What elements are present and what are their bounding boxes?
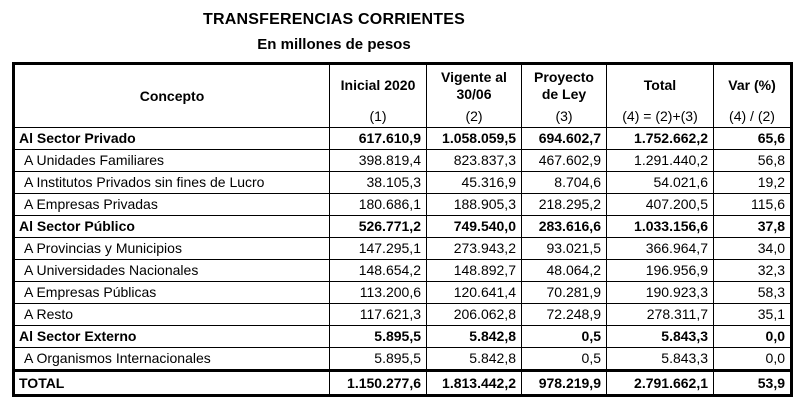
concepto-cell: A Organismos Internacionales bbox=[14, 348, 330, 371]
value-cell: 148.654,2 bbox=[330, 260, 427, 282]
concepto-cell: TOTAL bbox=[14, 371, 330, 396]
table-row bbox=[14, 260, 792, 282]
value-cell: 206.062,8 bbox=[427, 304, 522, 326]
value-cell: 37,8 bbox=[714, 216, 792, 238]
value-cell: 218.295,2 bbox=[522, 194, 607, 216]
value-cell: 366.964,7 bbox=[607, 238, 714, 260]
table-row bbox=[14, 348, 792, 371]
value-cell: 407.200,5 bbox=[607, 194, 714, 216]
value-cell: 34,0 bbox=[714, 238, 792, 260]
value-cell: 45.316,9 bbox=[427, 172, 522, 194]
table-row bbox=[14, 150, 792, 172]
value-cell: 32,3 bbox=[714, 260, 792, 282]
value-cell: 5.842,8 bbox=[427, 348, 522, 371]
value-cell: 38.105,3 bbox=[330, 172, 427, 194]
value-cell: 823.837,3 bbox=[427, 150, 522, 172]
value-cell: 1.033.156,6 bbox=[607, 216, 714, 238]
concepto-cell: A Universidades Nacionales bbox=[14, 260, 330, 282]
value-cell: 1.291.440,2 bbox=[607, 150, 714, 172]
value-cell: 0,5 bbox=[522, 348, 607, 371]
col-header-inicial-2020 bbox=[330, 64, 427, 128]
table-row bbox=[14, 172, 792, 194]
value-cell: 273.943,2 bbox=[427, 238, 522, 260]
value-cell: 749.540,0 bbox=[427, 216, 522, 238]
value-cell: 8.704,6 bbox=[522, 172, 607, 194]
value-cell: 188.905,3 bbox=[427, 194, 522, 216]
value-cell: 56,8 bbox=[714, 150, 792, 172]
value-cell: 147.295,1 bbox=[330, 238, 427, 260]
value-cell: 398.819,4 bbox=[330, 150, 427, 172]
header-code: (2) bbox=[465, 108, 483, 124]
concepto-cell: A Provincias y Municipios bbox=[14, 238, 330, 260]
concepto-cell: Al Sector Externo bbox=[14, 326, 330, 348]
concepto-cell: A Institutos Privados sin fines de Lucro bbox=[14, 172, 330, 194]
col-header-vigente-30-06 bbox=[427, 64, 522, 128]
table-row bbox=[14, 282, 792, 304]
value-cell: 196.956,9 bbox=[607, 260, 714, 282]
header-code: (4) / (2) bbox=[729, 108, 775, 124]
value-cell: 5.895,5 bbox=[330, 326, 427, 348]
value-cell: 93.021,5 bbox=[522, 238, 607, 260]
value-cell: 5.895,5 bbox=[330, 348, 427, 371]
value-cell: 278.311,7 bbox=[607, 304, 714, 326]
header-code: (1) bbox=[369, 108, 387, 124]
title-block bbox=[0, 11, 668, 53]
value-cell: 70.281,9 bbox=[522, 282, 607, 304]
value-cell: 467.602,9 bbox=[522, 150, 607, 172]
concepto-cell: A Unidades Familiares bbox=[14, 150, 330, 172]
value-cell: 58,3 bbox=[714, 282, 792, 304]
concepto-cell: Al Sector Privado bbox=[14, 128, 330, 150]
transfers-table bbox=[12, 62, 793, 397]
table-row bbox=[14, 194, 792, 216]
concepto-cell: A Resto bbox=[14, 304, 330, 326]
header-label: Proyecto de Ley bbox=[534, 69, 594, 102]
value-cell: 190.923,3 bbox=[607, 282, 714, 304]
value-cell: 54.021,6 bbox=[607, 172, 714, 194]
value-cell: 1.058.059,5 bbox=[427, 128, 522, 150]
value-cell: 0,5 bbox=[522, 326, 607, 348]
table-row bbox=[14, 304, 792, 326]
col-header-total bbox=[607, 64, 714, 128]
col-header-proyecto-de-ley bbox=[522, 64, 607, 128]
page-subtitle: En millones de pesos bbox=[257, 36, 411, 53]
table-row bbox=[14, 238, 792, 260]
table-row bbox=[14, 326, 792, 348]
page-title: TRANSFERENCIAS CORRIENTES bbox=[203, 11, 465, 28]
value-cell: 48.064,2 bbox=[522, 260, 607, 282]
value-cell: 72.248,9 bbox=[522, 304, 607, 326]
header-row bbox=[14, 64, 792, 128]
total-row bbox=[14, 371, 792, 396]
value-cell: 526.771,2 bbox=[330, 216, 427, 238]
value-cell: 1.150.277,6 bbox=[330, 371, 427, 396]
value-cell: 148.892,7 bbox=[427, 260, 522, 282]
concepto-cell: A Empresas Públicas bbox=[14, 282, 330, 304]
value-cell: 1.752.662,2 bbox=[607, 128, 714, 150]
value-cell: 115,6 bbox=[714, 194, 792, 216]
table-row bbox=[14, 216, 792, 238]
value-cell: 5.843,3 bbox=[607, 326, 714, 348]
concepto-cell: A Empresas Privadas bbox=[14, 194, 330, 216]
value-cell: 120.641,4 bbox=[427, 282, 522, 304]
header-code: (3) bbox=[555, 108, 573, 124]
value-cell: 5.843,3 bbox=[607, 348, 714, 371]
value-cell: 0,0 bbox=[714, 348, 792, 371]
table-row bbox=[14, 128, 792, 150]
value-cell: 180.686,1 bbox=[330, 194, 427, 216]
header-label: Inicial 2020 bbox=[340, 77, 416, 94]
value-cell: 617.610,9 bbox=[330, 128, 427, 150]
header-label: Var (%) bbox=[728, 77, 776, 94]
value-cell: 283.616,6 bbox=[522, 216, 607, 238]
value-cell: 35,1 bbox=[714, 304, 792, 326]
value-cell: 19,2 bbox=[714, 172, 792, 194]
value-cell: 65,6 bbox=[714, 128, 792, 150]
header-label: Total bbox=[643, 77, 677, 94]
value-cell: 694.602,7 bbox=[522, 128, 607, 150]
col-header-var-pct bbox=[714, 64, 792, 128]
header-label: Vigente al 30/06 bbox=[441, 69, 507, 102]
header-code: (4) = (2)+(3) bbox=[622, 108, 698, 124]
value-cell: 1.813.442,2 bbox=[427, 371, 522, 396]
value-cell: 2.791.662,1 bbox=[607, 371, 714, 396]
value-cell: 53,9 bbox=[714, 371, 792, 396]
col-header-concepto bbox=[14, 64, 330, 128]
value-cell: 0,0 bbox=[714, 326, 792, 348]
value-cell: 113.200,6 bbox=[330, 282, 427, 304]
header-label: Concepto bbox=[139, 87, 205, 104]
value-cell: 978.219,9 bbox=[522, 371, 607, 396]
value-cell: 5.842,8 bbox=[427, 326, 522, 348]
value-cell: 117.621,3 bbox=[330, 304, 427, 326]
concepto-cell: Al Sector Público bbox=[14, 216, 330, 238]
